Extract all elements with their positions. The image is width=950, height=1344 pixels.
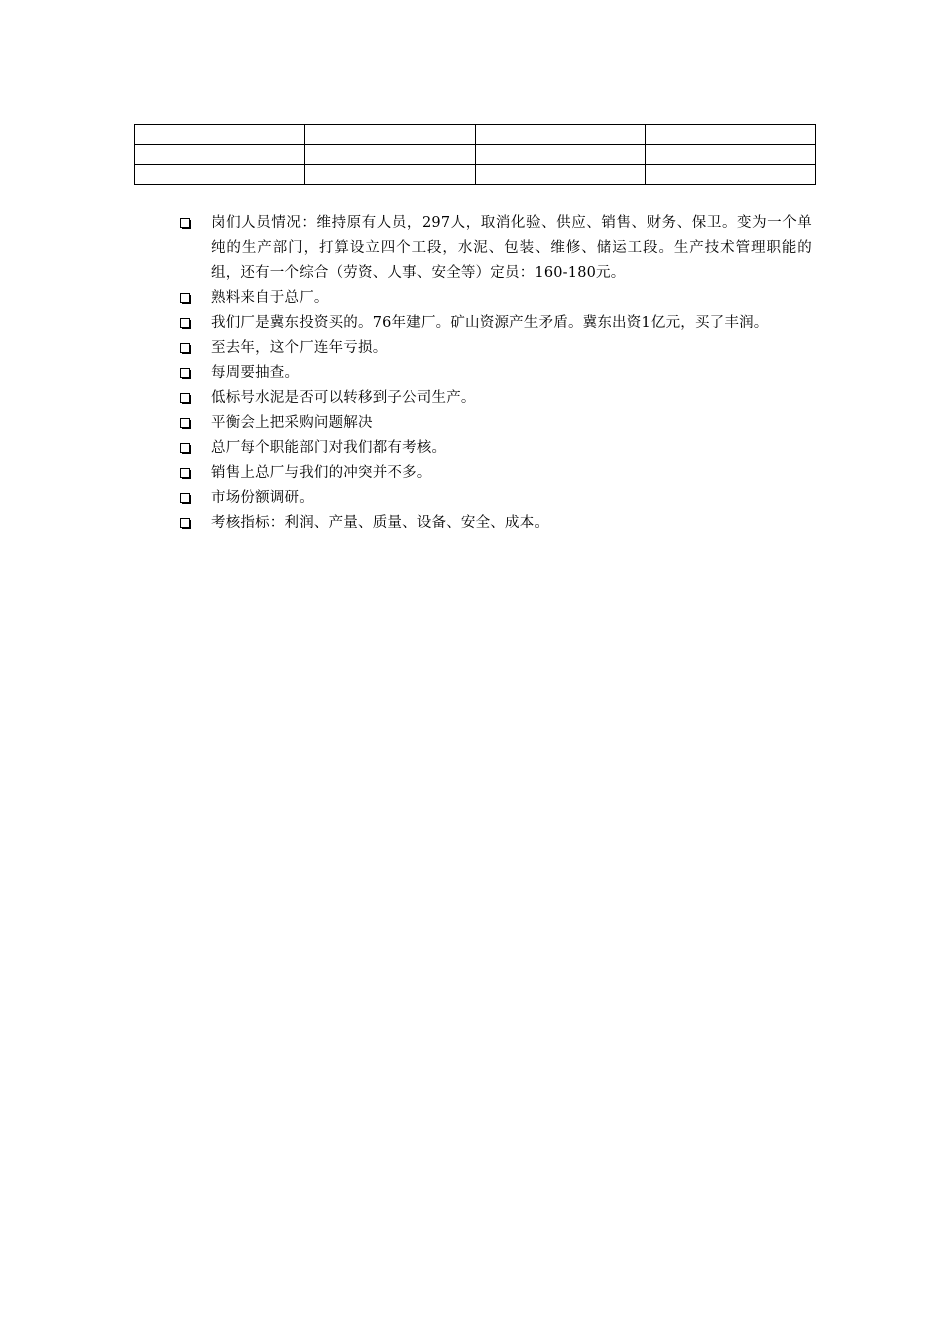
list-item xyxy=(178,386,812,411)
shadowed-checkbox-icon xyxy=(178,511,211,536)
list-item xyxy=(178,286,812,311)
shadowed-checkbox-icon xyxy=(178,286,211,311)
table-cell xyxy=(475,145,645,165)
shadowed-checkbox-icon xyxy=(178,486,211,511)
list-item xyxy=(178,461,812,486)
empty-grid-table xyxy=(134,124,816,185)
table-cell xyxy=(645,165,815,185)
table-cell xyxy=(305,145,475,165)
notes-bullet-list xyxy=(178,211,812,536)
shadowed-checkbox-icon xyxy=(178,411,211,436)
shadowed-checkbox-icon xyxy=(178,211,211,236)
shadowed-checkbox-icon xyxy=(178,436,211,461)
list-item-text: 我们厂是冀东投资买的。76年建厂。矿山资源产生矛盾。冀东出资1亿元，买了丰润。 xyxy=(211,315,769,331)
list-item-text: 总厂每个职能部门对我们都有考核。 xyxy=(211,440,447,456)
shadowed-checkbox-icon xyxy=(178,311,211,336)
list-item xyxy=(178,211,812,286)
list-item xyxy=(178,336,812,361)
shadowed-checkbox-icon xyxy=(178,461,211,486)
shadowed-checkbox-icon xyxy=(178,336,211,361)
list-item-text: 考核指标：利润、产量、质量、设备、安全、成本。 xyxy=(211,515,550,531)
list-item xyxy=(178,511,812,536)
table-row xyxy=(135,145,816,165)
list-item-text: 市场份额调研。 xyxy=(211,490,314,506)
list-item-text: 销售上总厂与我们的冲突并不多。 xyxy=(211,465,432,481)
list-item-text: 每周要抽查。 xyxy=(211,365,300,381)
shadowed-checkbox-icon xyxy=(178,361,211,386)
table-cell xyxy=(305,165,475,185)
table-row xyxy=(135,125,816,145)
table-cell xyxy=(475,125,645,145)
table-cell xyxy=(135,165,305,185)
table-cell xyxy=(135,145,305,165)
list-item xyxy=(178,486,812,511)
table-row xyxy=(135,165,816,185)
table-cell xyxy=(645,125,815,145)
list-item-text: 平衡会上把采购问题解决 xyxy=(211,415,373,431)
table-cell xyxy=(645,145,815,165)
list-item-text: 熟料来自于总厂。 xyxy=(211,290,329,306)
list-item-text: 低标号水泥是否可以转移到子公司生产。 xyxy=(211,390,476,406)
list-item xyxy=(178,436,812,461)
table-cell xyxy=(305,125,475,145)
list-item xyxy=(178,311,812,336)
list-item xyxy=(178,361,812,386)
table-cell xyxy=(475,165,645,185)
list-item xyxy=(178,411,812,436)
list-item-text: 至去年，这个厂连年亏损。 xyxy=(211,340,388,356)
table-cell xyxy=(135,125,305,145)
list-item-text: 岗们人员情况：维持原有人员，297人，取消化验、供应、销售、财务、保卫。变为一个单纯的生产部门，打算设立四个工段，水泥、包装、维修、储运工段。生产技术管理职能的组，还有一个综合（劳资、人事、安全等）定员：160-180元。 xyxy=(211,215,812,281)
shadowed-checkbox-icon xyxy=(178,386,211,411)
